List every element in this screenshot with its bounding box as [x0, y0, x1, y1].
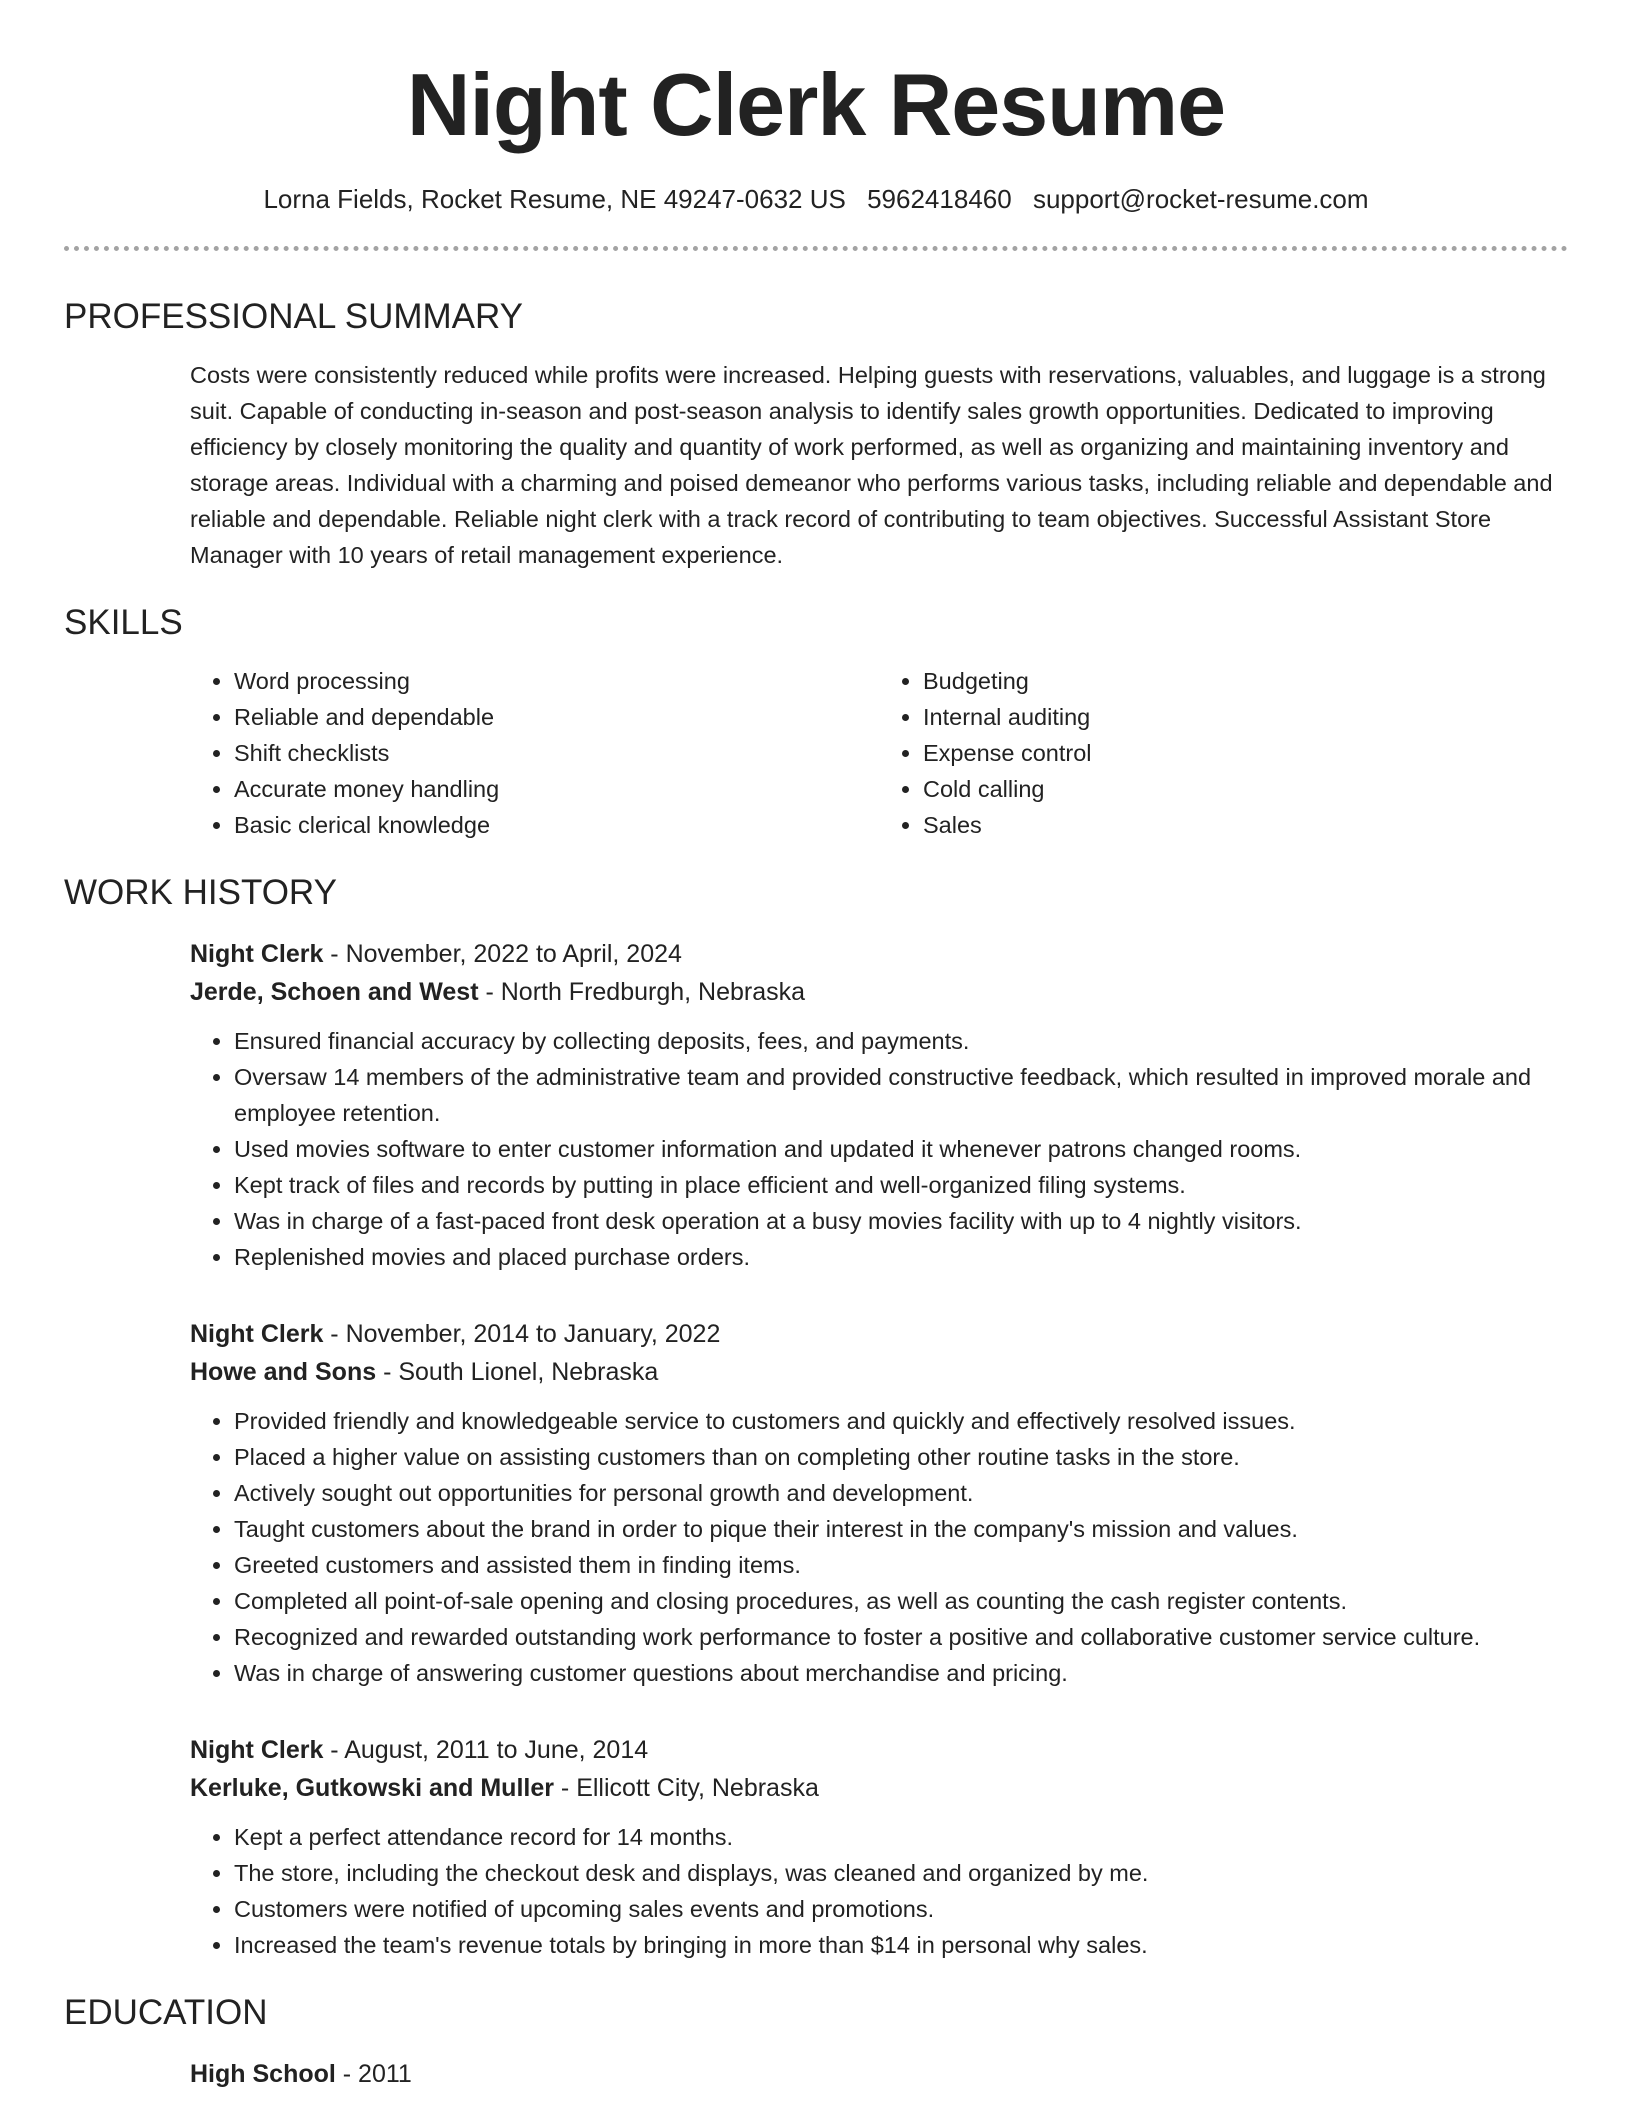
- contact-phone: 5962418460: [867, 184, 1012, 214]
- skills-list-left: [190, 663, 879, 843]
- job-bullet: • Customers were notified of upcoming sales events and promotions.: [234, 1891, 1568, 1927]
- job-title-line: [190, 1731, 1568, 1769]
- job-bullet: • Kept track of files and records by putting in place efficient and well-organized filing systems.: [234, 1167, 1568, 1203]
- summary-heading: PROFESSIONAL SUMMARY: [64, 297, 523, 336]
- skill-item: • Shift checklists: [234, 735, 879, 771]
- job-dates: - November, 2022 to April, 2024: [323, 940, 682, 968]
- job-company-line: [190, 1353, 1568, 1391]
- job-dates: - August, 2011 to June, 2014: [323, 1736, 649, 1764]
- job-bullet: • Placed a higher value on assisting customers than on completing other routine tasks in the store.: [234, 1439, 1568, 1475]
- job-bullet: • Replenished movies and placed purchase orders.: [234, 1239, 1568, 1275]
- job-location: - South Lionel, Nebraska: [376, 1358, 659, 1386]
- education-body: [190, 2055, 1568, 2093]
- skills-list-right: [879, 663, 1568, 843]
- job-entry: [190, 1731, 1568, 1963]
- job-title: Night Clerk: [190, 1320, 324, 1348]
- job-bullet: • The store, including the checkout desk and displays, was cleaned and organized by me.: [234, 1855, 1568, 1891]
- job-company: Jerde, Schoen and West: [190, 978, 479, 1006]
- job-bullet: • Actively sought out opportunities for personal growth and development.: [234, 1475, 1568, 1511]
- contact-line: [64, 182, 1568, 216]
- job-bullet: • Used movies software to enter customer information and updated it whenever patrons changed rooms.: [234, 1131, 1568, 1167]
- job-company-line: [190, 1769, 1568, 1807]
- job-bullet: • Recognized and rewarded outstanding work performance to foster a positive and collaborative customer service culture.: [234, 1619, 1568, 1655]
- job-entry: [190, 1315, 1568, 1691]
- job-bullet: • Increased the team's revenue totals by bringing in more than $14 in personal why sales.: [234, 1927, 1568, 1963]
- job-bullets: [190, 1819, 1568, 1963]
- education-section: [64, 1991, 1568, 2093]
- job-company: Kerluke, Gutkowski and Muller: [190, 1774, 554, 1802]
- skill-item: • Word processing: [234, 663, 879, 699]
- job-bullet: • Kept a perfect attendance record for 14 months.: [234, 1819, 1568, 1855]
- job-bullets: [190, 1023, 1568, 1275]
- summary-body: [190, 357, 1568, 573]
- job-bullet: • Completed all point-of-sale opening and closing procedures, as well as counting the cash register contents.: [234, 1583, 1568, 1619]
- job-title: Night Clerk: [190, 1736, 324, 1764]
- contact-address: Lorna Fields, Rocket Resume, NE 49247-0632 US: [263, 184, 846, 214]
- skill-item: • Cold calling: [923, 771, 1568, 807]
- skills-heading: SKILLS: [64, 603, 183, 642]
- work-history-section: [64, 871, 1568, 1963]
- job-bullet: • Oversaw 14 members of the administrative team and provided constructive feedback, which resulted in improved morale and employee retention.: [234, 1059, 1568, 1131]
- education-year: - 2011: [335, 2060, 412, 2088]
- skill-item: • Accurate money handling: [234, 771, 879, 807]
- skill-item: • Sales: [923, 807, 1568, 843]
- skills-section: [64, 601, 1568, 843]
- education-degree: High School: [190, 2060, 336, 2088]
- job-title: Night Clerk: [190, 940, 324, 968]
- job-company-line: [190, 973, 1568, 1011]
- summary-section: [64, 295, 1568, 573]
- job-bullet: • Was in charge of a fast-paced front desk operation at a busy movies facility with up to 4 nightly visitors.: [234, 1203, 1568, 1239]
- skill-item: • Expense control: [923, 735, 1568, 771]
- resume-page: [64, 0, 1568, 2093]
- job-title-line: [190, 935, 1568, 973]
- work-history-heading: WORK HISTORY: [64, 873, 337, 912]
- job-bullet: • Greeted customers and assisted them in finding items.: [234, 1547, 1568, 1583]
- skill-item: • Internal auditing: [923, 699, 1568, 735]
- summary-text: Costs were consistently reduced while profits were increased. Helping guests with reservations, valuables, and luggage is a strong suit. Capable of conducting in-season and post-season analysis to identify sales growth opportunities. Dedicated to improving efficiency by closely monitoring the quality and quantity of work performed, as well as organizing and maintaining inventory and storage areas. Individual with a charming and poised demeanor who performs various tasks, including reliable and dependable and reliable and dependable. Reliable night clerk with a track record of contributing to team objectives. Successful Assistant Store Manager with 10 years of retail management experience.: [190, 362, 1553, 568]
- education-heading: EDUCATION: [64, 1993, 268, 2032]
- job-dates: - November, 2014 to January, 2022: [323, 1320, 721, 1348]
- job-location: - Ellicott City, Nebraska: [553, 1774, 819, 1802]
- job-title-line: [190, 1315, 1568, 1353]
- job-bullet: • Ensured financial accuracy by collecting deposits, fees, and payments.: [234, 1023, 1568, 1059]
- header-divider: [64, 246, 1568, 251]
- skill-item: • Basic clerical knowledge: [234, 807, 879, 843]
- education-entry: [190, 2055, 1568, 2093]
- contact-email: support@rocket-resume.com: [1032, 184, 1369, 214]
- job-bullet: • Was in charge of answering customer questions about merchandise and pricing.: [234, 1655, 1568, 1691]
- job-location: - North Fredburgh, Nebraska: [478, 978, 806, 1006]
- job-bullet: • Taught customers about the brand in order to pique their interest in the company's mission and values.: [234, 1511, 1568, 1547]
- job-bullets: [190, 1403, 1568, 1691]
- resume-title: Night Clerk Resume: [406, 55, 1226, 154]
- skill-item: • Budgeting: [923, 663, 1568, 699]
- job-bullet: • Provided friendly and knowledgeable service to customers and quickly and effectively resolved issues.: [234, 1403, 1568, 1439]
- job-company: Howe and Sons: [190, 1358, 377, 1386]
- job-entry: [190, 935, 1568, 1275]
- work-history-body: [190, 935, 1568, 1963]
- skills-columns: [190, 663, 1568, 843]
- skill-item: • Reliable and dependable: [234, 699, 879, 735]
